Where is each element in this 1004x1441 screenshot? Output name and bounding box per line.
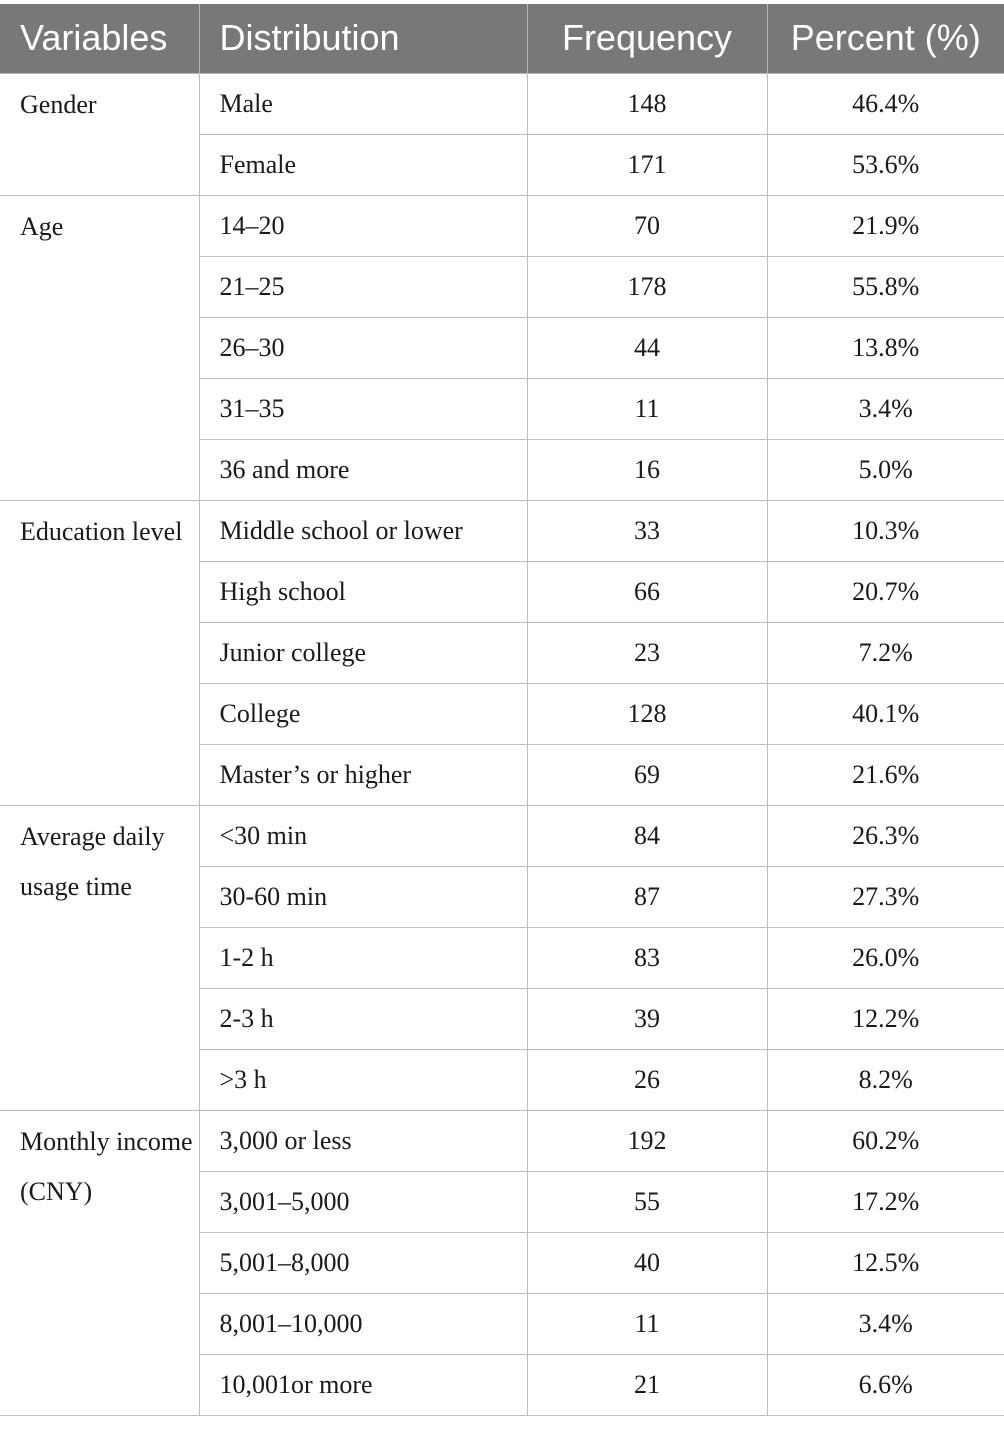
distribution-cell: 10,001or more xyxy=(199,1354,527,1415)
percent-cell: 13.8% xyxy=(767,317,1004,378)
percent-cell: 6.6% xyxy=(767,1354,1004,1415)
percent-cell: 60.2% xyxy=(767,1110,1004,1171)
frequency-cell: 44 xyxy=(527,317,767,378)
frequency-cell: 26 xyxy=(527,1049,767,1110)
distribution-cell: 3,000 or less xyxy=(199,1110,527,1171)
frequency-cell: 83 xyxy=(527,927,767,988)
percent-cell: 7.2% xyxy=(767,622,1004,683)
percent-cell: 53.6% xyxy=(767,134,1004,195)
distribution-cell: Master’s or higher xyxy=(199,744,527,805)
table-body xyxy=(0,73,1004,1415)
table-row xyxy=(0,1110,1004,1171)
frequency-cell: 21 xyxy=(527,1354,767,1415)
distribution-cell: >3 h xyxy=(199,1049,527,1110)
frequency-cell: 23 xyxy=(527,622,767,683)
percent-cell: 21.6% xyxy=(767,744,1004,805)
demographics-table xyxy=(0,4,1004,1416)
frequency-cell: 192 xyxy=(527,1110,767,1171)
percent-cell: 40.1% xyxy=(767,683,1004,744)
header-percent: Percent (%) xyxy=(767,4,1004,73)
percent-cell: 26.3% xyxy=(767,805,1004,866)
percent-cell: 8.2% xyxy=(767,1049,1004,1110)
percent-cell: 21.9% xyxy=(767,195,1004,256)
frequency-cell: 33 xyxy=(527,500,767,561)
header-distribution: Distribution xyxy=(199,4,527,73)
frequency-cell: 40 xyxy=(527,1232,767,1293)
variable-cell: Gender xyxy=(0,73,199,195)
header-frequency: Frequency xyxy=(527,4,767,73)
frequency-cell: 55 xyxy=(527,1171,767,1232)
distribution-cell: 3,001–5,000 xyxy=(199,1171,527,1232)
distribution-cell: Male xyxy=(199,73,527,134)
frequency-cell: 39 xyxy=(527,988,767,1049)
table-row xyxy=(0,73,1004,134)
distribution-cell: 8,001–10,000 xyxy=(199,1293,527,1354)
frequency-cell: 178 xyxy=(527,256,767,317)
percent-cell: 3.4% xyxy=(767,1293,1004,1354)
frequency-cell: 70 xyxy=(527,195,767,256)
table-row xyxy=(0,195,1004,256)
frequency-cell: 171 xyxy=(527,134,767,195)
header-variables: Variables xyxy=(0,4,199,73)
distribution-cell: 30-60 min xyxy=(199,866,527,927)
frequency-cell: 11 xyxy=(527,378,767,439)
variable-cell: Monthly income (CNY) xyxy=(0,1110,199,1415)
percent-cell: 27.3% xyxy=(767,866,1004,927)
distribution-cell: High school xyxy=(199,561,527,622)
percent-cell: 17.2% xyxy=(767,1171,1004,1232)
variable-cell: Age xyxy=(0,195,199,500)
percent-cell: 26.0% xyxy=(767,927,1004,988)
table-row xyxy=(0,805,1004,866)
table-row xyxy=(0,500,1004,561)
frequency-cell: 69 xyxy=(527,744,767,805)
frequency-cell: 148 xyxy=(527,73,767,134)
header-row xyxy=(0,4,1004,73)
percent-cell: 46.4% xyxy=(767,73,1004,134)
distribution-cell: 36 and more xyxy=(199,439,527,500)
distribution-cell: Junior college xyxy=(199,622,527,683)
variable-cell: Average daily usage time xyxy=(0,805,199,1110)
distribution-cell: 26–30 xyxy=(199,317,527,378)
distribution-cell: 31–35 xyxy=(199,378,527,439)
frequency-cell: 16 xyxy=(527,439,767,500)
distribution-cell: Middle school or lower xyxy=(199,500,527,561)
percent-cell: 55.8% xyxy=(767,256,1004,317)
percent-cell: 5.0% xyxy=(767,439,1004,500)
distribution-cell: 21–25 xyxy=(199,256,527,317)
frequency-cell: 84 xyxy=(527,805,767,866)
frequency-cell: 128 xyxy=(527,683,767,744)
distribution-cell: 14–20 xyxy=(199,195,527,256)
percent-cell: 10.3% xyxy=(767,500,1004,561)
percent-cell: 20.7% xyxy=(767,561,1004,622)
distribution-cell: 1-2 h xyxy=(199,927,527,988)
distribution-cell: College xyxy=(199,683,527,744)
distribution-cell: 5,001–8,000 xyxy=(199,1232,527,1293)
variable-cell: Education level xyxy=(0,500,199,805)
frequency-cell: 87 xyxy=(527,866,767,927)
distribution-cell: Female xyxy=(199,134,527,195)
percent-cell: 12.2% xyxy=(767,988,1004,1049)
distribution-cell: <30 min xyxy=(199,805,527,866)
table-header xyxy=(0,4,1004,73)
percent-cell: 3.4% xyxy=(767,378,1004,439)
frequency-cell: 66 xyxy=(527,561,767,622)
frequency-cell: 11 xyxy=(527,1293,767,1354)
distribution-cell: 2-3 h xyxy=(199,988,527,1049)
percent-cell: 12.5% xyxy=(767,1232,1004,1293)
